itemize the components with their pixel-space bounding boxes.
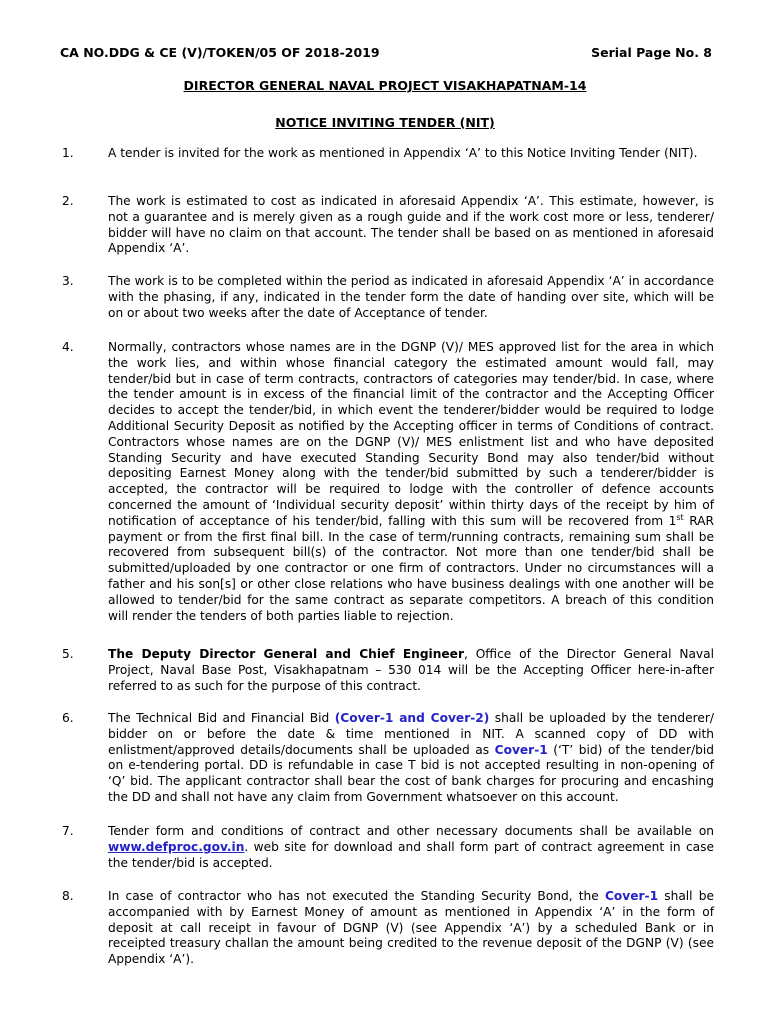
- paragraph-text-part: shall be uploaded by the tenderer/ bidder on or before the date & time mentioned in NIT. A scanned copy of DD with enlistment/approved details/documents shall be uploaded as: [108, 711, 714, 757]
- paragraph-text: [108, 340, 714, 624]
- cover-highlight: (Cover-1 and Cover-2): [334, 711, 490, 725]
- paragraph-7: [62, 824, 714, 871]
- paragraph-text-part: . web site for download and shall form part of contract agreement in case the tender/bid is accepted.: [108, 839, 714, 870]
- paragraph-2: [62, 194, 714, 257]
- paragraph-3: [62, 274, 714, 321]
- paragraph-text-part: In case of contractor who has not executed the Standing Security Bond, the: [108, 889, 605, 903]
- paragraph-5: [62, 647, 714, 694]
- paragraph-1: [62, 146, 714, 162]
- page-header: [60, 45, 712, 60]
- superscript-st: st: [676, 512, 684, 522]
- paragraph-number: 6.: [62, 711, 74, 725]
- accepting-officer-title: The Deputy Director General and Chief Engineer: [108, 647, 464, 661]
- paragraph-text-part: The Technical Bid and Financial Bid: [108, 711, 335, 725]
- defproc-link[interactable]: www.defproc.gov.in: [108, 839, 245, 854]
- paragraph-text: [108, 889, 714, 968]
- paragraph-number: 8.: [62, 889, 74, 903]
- paragraph-number: 2.: [62, 194, 74, 208]
- cover-1-highlight: Cover-1: [604, 889, 659, 903]
- paragraph-text: The work is estimated to cost as indicated in aforesaid Appendix ‘A’. This estimate, however, is not a guarantee and is merely given as a rough guide and if the work cost more or less, tenderer/ bidder will have no claim on that account. The tender shall be based on as mentioned in aforesaid Appendix ‘A’.: [108, 194, 714, 256]
- paragraph-text-part: shall be accompanied with by Earnest Money of amount as mentioned in Appendix ‘A’ in the form of deposit at call receipt in favour of DGNP (V) (see Appendix ‘A’) by a scheduled Bank or in receipted treasury challan the amount being credited to the revenue deposit of the DGNP (V) (see Appendix ‘A’).: [108, 889, 714, 967]
- organization-title: DIRECTOR GENERAL NAVAL PROJECT VISAKHAPATNAM-14: [183, 78, 587, 93]
- paragraph-number: 4.: [62, 340, 74, 354]
- contract-number: CA NO.DDG & CE (V)/TOKEN/05 OF 2018-2019: [60, 45, 380, 60]
- paragraph-text-part: Tender form and conditions of contract and other necessary documents shall be available on: [108, 824, 714, 838]
- paragraph-6: [62, 711, 714, 806]
- paragraph-text-part: RAR payment or from the first final bill. In the case of term/running contracts, remaining sum shall be recovered from subsequent bill(s) of the contractor. Not more than one tender/bid shall be submitted/uploaded by one contractor or one firm of contractors. Under no circumstances will a father and his son[s] or other close relations who have business dealings with one another will be allowed to tender/bid for the same contract as separate competitors. A breach of this condition will render the tenders of both parties liable to rejection.: [108, 513, 714, 623]
- paragraph-text: A tender is invited for the work as mentioned in Appendix ‘A’ to this Notice Inviting Tender (NIT).: [108, 146, 698, 160]
- paragraph-4: [62, 340, 714, 624]
- document-title: NOTICE INVITING TENDER (NIT): [275, 115, 495, 130]
- paragraph-text: [108, 711, 714, 806]
- paragraph-text: [108, 824, 714, 871]
- serial-page-number: Serial Page No. 8: [591, 45, 712, 60]
- paragraph-text-part: (‘T’ bid) of the tender/bid on e-tendering portal. DD is refundable in case T bid is not accepted resulting in non-opening of ‘Q’ bid. The applicant contractor shall bear the cost of bank charges for procuring and encashing the DD and shall not have any claim from Government whatsoever on this account.: [108, 742, 715, 804]
- paragraph-number: 3.: [62, 274, 74, 288]
- paragraph-8: [62, 889, 714, 968]
- paragraph-text: [108, 647, 714, 694]
- paragraph-text-part: Normally, contractors whose names are in the DGNP (V)/ MES approved list for the area in which the work lies, and within whose financial category the estimated amount would fall, may tender/bid but in case of term contracts, contractors of categories may tender/bid. In case, where the tender amount is in excess of the financial limit of the contractor and the Accepting Officer decides to accept the tender/bid, in which event the tenderer/bidder would be required to lodge Additional Security Deposit as notified by the Accepting officer in terms of Conditions of contract. Contractors whose names are on the DGNP (V)/ MES enlistment list and who have deposited Standing Security and have executed Standing Security Bond may also tender/bid without depositing Earnest Money along with the tender/bid submitted by such a tenderer/bidder is accepted, the contractor will be required to lodge with the controller of defence accounts concerned the amount of ‘Individual security deposit’ within thirty days of the receipt by him of notification of acceptance of his tender/bid, falling with this sum will be recovered from 1: [108, 340, 714, 528]
- paragraph-text: The work is to be completed within the period as indicated in aforesaid Appendix ‘A’ in accordance with the phasing, if any, indicated in the tender form the date of handing over site, which will be on or about two weeks after the date of Acceptance of tender.: [108, 274, 714, 320]
- paragraph-number: 7.: [62, 824, 74, 838]
- paragraph-number: 1.: [62, 146, 74, 160]
- cover-1-highlight: Cover-1: [494, 742, 548, 757]
- paragraph-text-part: , Office of the Director General Naval Project, Naval Base Post, Visakhapatnam – 530 014 will be the Accepting Officer here-in-after referred to as such for the purpose of this contract.: [108, 647, 714, 693]
- paragraph-number: 5.: [62, 647, 74, 661]
